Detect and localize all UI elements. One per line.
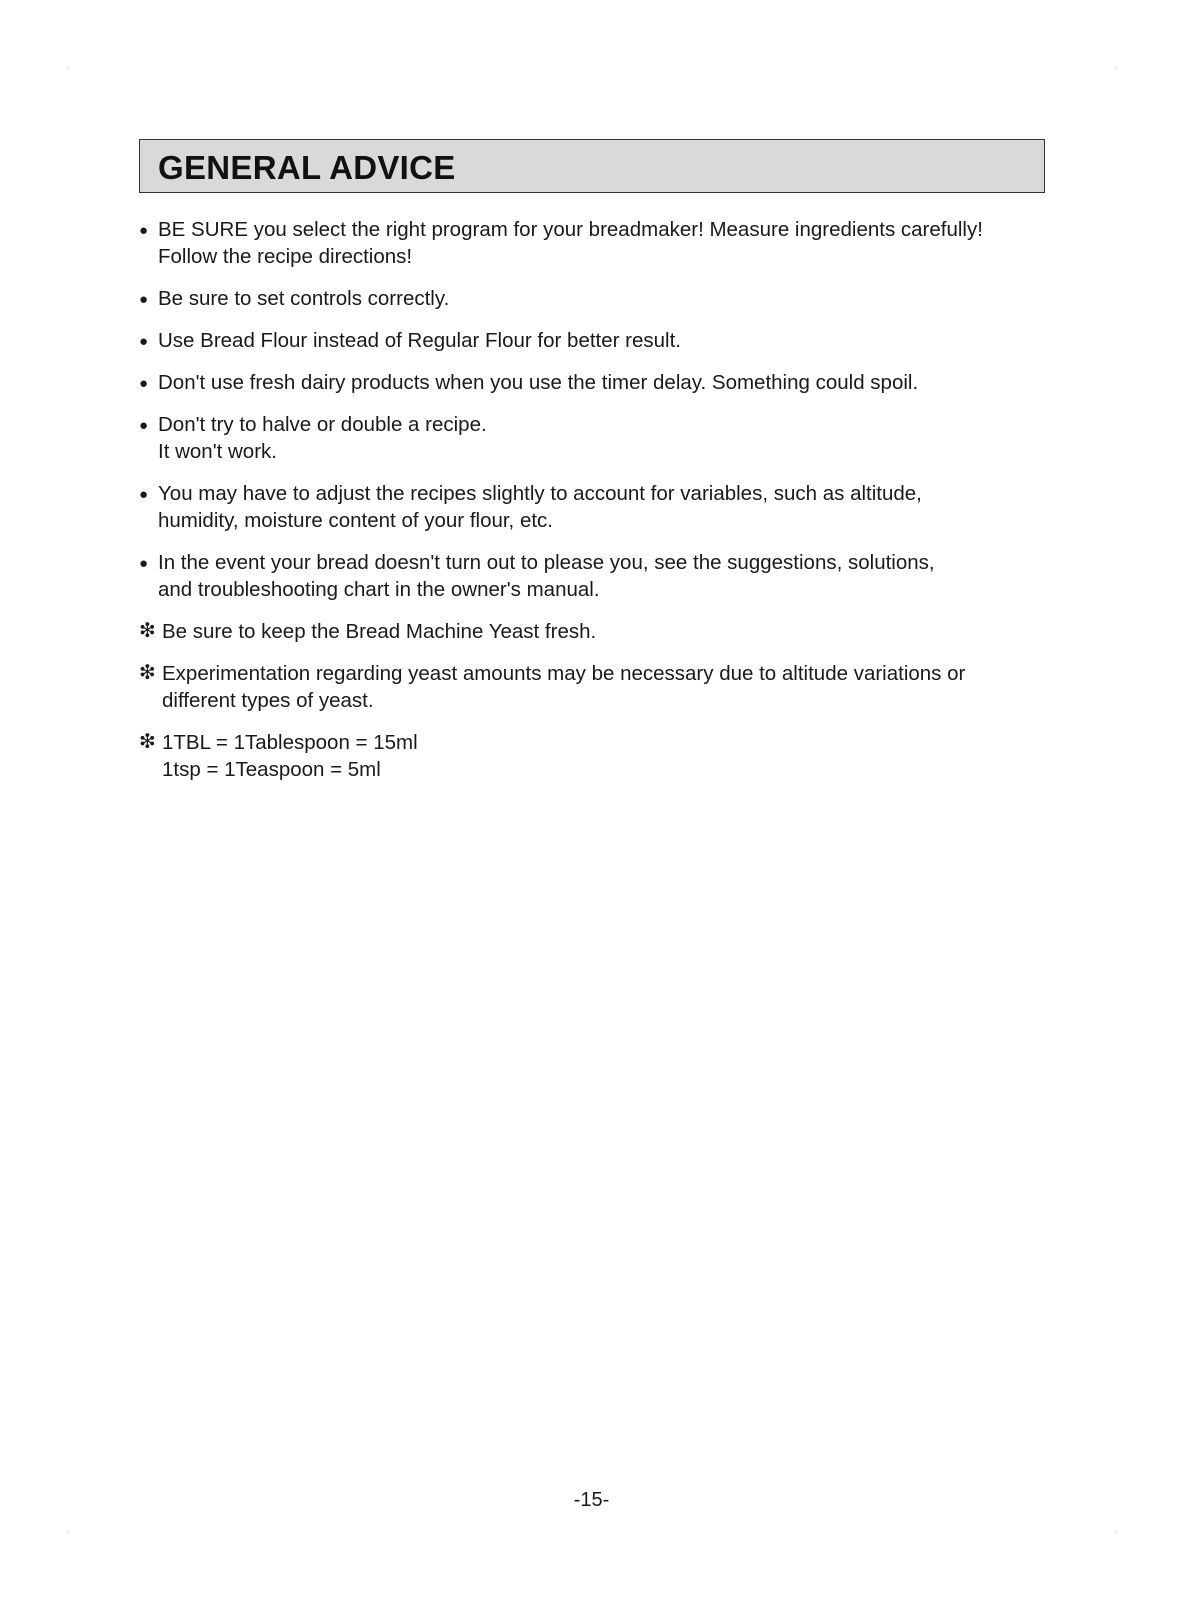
page-number: -15- xyxy=(573,1489,610,1511)
bullet-icon: ● xyxy=(139,486,149,503)
note-item xyxy=(139,618,1049,645)
advice-line: You may have to adjust the recipes slightly to account for variables, such as altitude, xyxy=(158,482,922,505)
advice-text xyxy=(139,369,1049,396)
advice-text xyxy=(139,216,1049,270)
note-item xyxy=(139,660,1049,714)
advice-item xyxy=(139,327,1049,354)
bullet-icon: ● xyxy=(139,375,149,392)
advice-line: Don't use fresh dairy products when you use the timer delay. Something could spoil. xyxy=(158,371,919,394)
advice-line: It won't work. xyxy=(158,440,277,463)
bullet-icon: ● xyxy=(139,555,149,572)
bullet-icon: ● xyxy=(139,333,149,350)
note-line: 1tsp = 1Teaspoon = 5ml xyxy=(162,758,381,781)
note-text xyxy=(139,729,1049,783)
bullet-icon: ● xyxy=(139,291,149,308)
note-text xyxy=(139,660,1049,714)
advice-text xyxy=(139,285,1049,312)
advice-line: Don't try to halve or double a recipe. xyxy=(158,413,487,436)
advice-item xyxy=(139,285,1049,312)
advice-text xyxy=(139,480,1049,534)
note-item xyxy=(139,729,1049,783)
advice-list xyxy=(139,216,1049,798)
asterisk-icon: ❇ xyxy=(139,620,156,642)
advice-line: BE SURE you select the right program for your breadmaker! Measure ingredients carefully! xyxy=(158,218,983,241)
crop-mark xyxy=(68,68,69,69)
advice-item xyxy=(139,549,1049,603)
crop-mark xyxy=(1115,68,1116,69)
note-text xyxy=(139,618,1049,645)
note-line: different types of yeast. xyxy=(162,689,374,712)
crop-mark xyxy=(1115,1532,1116,1533)
advice-item xyxy=(139,480,1049,534)
section-title-box xyxy=(139,139,1045,193)
bullet-icon: ● xyxy=(139,222,149,239)
advice-line: Use Bread Flour instead of Regular Flour for better result. xyxy=(158,329,681,352)
note-line: 1TBL = 1Tablespoon = 15ml xyxy=(162,731,418,754)
advice-text xyxy=(139,549,1049,603)
advice-text xyxy=(139,327,1049,354)
crop-mark xyxy=(68,1532,69,1533)
advice-line: Be sure to set controls correctly. xyxy=(158,287,450,310)
advice-line: In the event your bread doesn't turn out to please you, see the suggestions, solutions, xyxy=(158,551,935,574)
asterisk-icon: ❇ xyxy=(139,731,156,753)
advice-text xyxy=(139,411,1049,465)
advice-item xyxy=(139,216,1049,270)
advice-line: humidity, moisture content of your flour, etc. xyxy=(158,509,553,532)
advice-item xyxy=(139,411,1049,465)
advice-line: and troubleshooting chart in the owner's manual. xyxy=(158,578,600,601)
section-title: GENERAL ADVICE xyxy=(158,149,456,186)
bullet-icon: ● xyxy=(139,417,149,434)
advice-item xyxy=(139,369,1049,396)
note-line: Be sure to keep the Bread Machine Yeast fresh. xyxy=(162,620,597,643)
note-line: Experimentation regarding yeast amounts may be necessary due to altitude variations or xyxy=(162,662,966,685)
advice-line: Follow the recipe directions! xyxy=(158,245,413,268)
asterisk-icon: ❇ xyxy=(139,662,156,684)
